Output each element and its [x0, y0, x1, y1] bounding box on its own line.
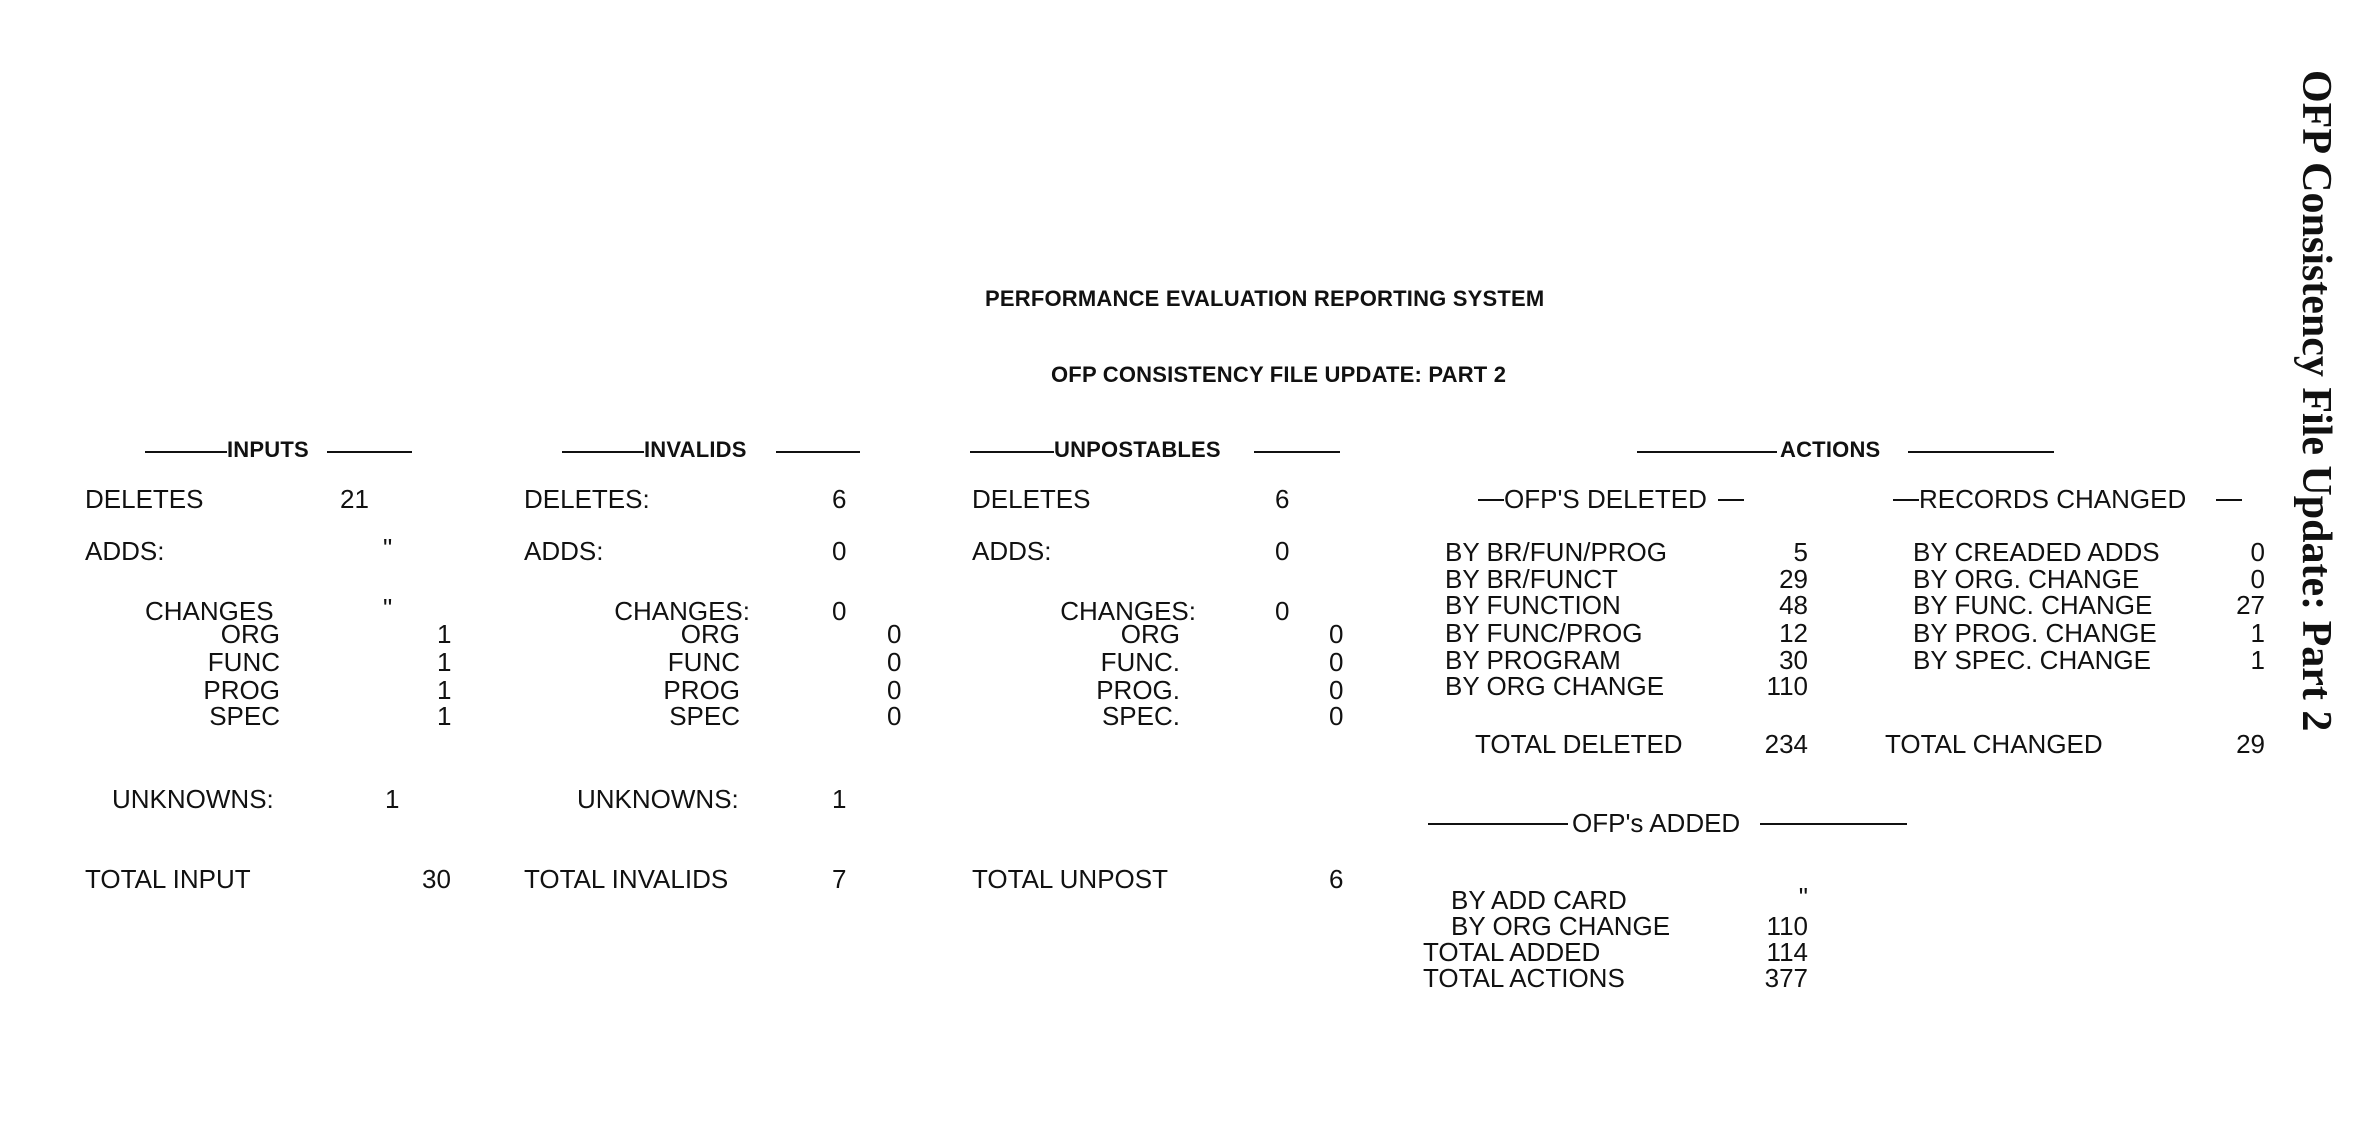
added-row-value: " — [1798, 882, 1808, 912]
changed-row-label: BY ORG. CHANGE — [1913, 564, 2140, 594]
unpostables-adds-value: 0 — [1275, 536, 1290, 566]
report-title: PERFORMANCE EVALUATION REPORTING SYSTEM — [985, 286, 1545, 311]
unpostables-changes-value: 0 — [1275, 596, 1290, 626]
deleted-row-label: BY PROGRAM — [1445, 645, 1621, 675]
unpostables-spec-label: SPEC. — [1101, 701, 1180, 731]
inputs-unknowns-label: UNKNOWNS: — [112, 784, 274, 814]
inputs-prog-label: PROG — [203, 675, 280, 705]
inputs-changes-value: " — [383, 593, 393, 623]
actions-heading-rule-left — [1637, 451, 1777, 453]
unpostables-heading-rule-right — [1254, 451, 1340, 453]
inputs-heading-rule-right — [327, 451, 412, 453]
unpostables-deletes-value: 6 — [1275, 484, 1290, 514]
changed-row-label: BY PROG. CHANGE — [1913, 618, 2157, 648]
inputs-heading: INPUTS — [227, 437, 309, 462]
invalids-adds-label: ADDS: — [524, 536, 604, 566]
inputs-unknowns-value: 1 — [385, 784, 400, 814]
unpostables-total-label: TOTAL UNPOST — [972, 864, 1168, 894]
deleted-row-value: 12 — [1779, 618, 1808, 648]
invalids-prog-label: PROG — [663, 675, 740, 705]
unpostables-changes-label: CHANGES: — [1060, 596, 1196, 626]
unpostables-heading-rule-left — [970, 451, 1054, 453]
report-subtitle: OFP CONSISTENCY FILE UPDATE: PART 2 — [1051, 362, 1507, 387]
inputs-prog-value: 1 — [437, 675, 452, 705]
deleted-row-label: BY FUNC/PROG — [1445, 618, 1643, 648]
invalids-heading: INVALIDS — [644, 437, 747, 462]
unpostables-func-value: 0 — [1329, 647, 1344, 677]
invalids-spec-value: 0 — [887, 701, 902, 731]
invalids-deletes-label: DELETES: — [524, 484, 650, 514]
invalids-changes-label: CHANGES: — [614, 596, 750, 626]
changed-heading: RECORDS CHANGED — [1919, 484, 2187, 514]
inputs-total-value: 30 — [422, 864, 451, 894]
total-changed-value: 29 — [2236, 729, 2265, 759]
changed-row-value: 0 — [2250, 564, 2265, 594]
inputs-changes-label: CHANGES — [145, 596, 274, 626]
unpostables-org-label: ORG — [1120, 619, 1180, 649]
changed-heading-rule-right — [2216, 499, 2242, 501]
inputs-org-value: 1 — [437, 619, 452, 649]
inputs-heading-rule-left — [145, 451, 227, 453]
inputs-func-label: FUNC — [207, 647, 280, 677]
deleted-row-label: BY ORG CHANGE — [1445, 671, 1665, 701]
changed-row-label: BY CREADED ADDS — [1913, 537, 2160, 567]
deleted-row-value: 29 — [1779, 564, 1808, 594]
unpostables-func-label: FUNC. — [1100, 647, 1180, 677]
changed-row-value: 1 — [2250, 645, 2265, 675]
invalids-spec-label: SPEC — [669, 701, 740, 731]
changed-row-label: BY SPEC. CHANGE — [1913, 645, 2151, 675]
inputs-spec-label: SPEC — [209, 701, 280, 731]
deleted-heading-rule-right — [1718, 499, 1744, 501]
invalids-heading-rule-right — [776, 451, 860, 453]
invalids-prog-value: 0 — [887, 675, 902, 705]
unpostables-prog-label: PROG. — [1096, 675, 1180, 705]
deleted-row-label: BY FUNCTION — [1445, 590, 1621, 620]
deleted-row-value: 30 — [1779, 645, 1808, 675]
invalids-total-value: 7 — [832, 864, 847, 894]
invalids-total-label: TOTAL INVALIDS — [524, 864, 729, 894]
total-deleted-value: 234 — [1764, 729, 1808, 759]
added-heading-rule-right — [1760, 823, 1907, 825]
unpostables-org-value: 0 — [1329, 619, 1344, 649]
invalids-deletes-value: 6 — [832, 484, 847, 514]
deleted-row-value: 48 — [1779, 590, 1808, 620]
inputs-deletes-label: DELETES — [85, 484, 204, 514]
unpostables-adds-label: ADDS: — [972, 536, 1052, 566]
invalids-func-value: 0 — [887, 647, 902, 677]
invalids-func-label: FUNC — [667, 647, 740, 677]
invalids-adds-value: 0 — [832, 536, 847, 566]
total-changed-label: TOTAL CHANGED — [1885, 729, 2103, 759]
inputs-func-value: 1 — [437, 647, 452, 677]
total-added-value: 114 — [1766, 937, 1808, 967]
invalids-heading-rule-left — [562, 451, 644, 453]
added-heading-rule-left — [1428, 823, 1568, 825]
added-heading: OFP's ADDED — [1572, 808, 1741, 838]
side-title: OFP Consistency File Update: Part 2 — [2293, 70, 2339, 732]
unpostables-spec-value: 0 — [1329, 701, 1344, 731]
total-actions-label: TOTAL ACTIONS — [1423, 963, 1625, 993]
deleted-heading-rule-left — [1478, 499, 1504, 501]
inputs-adds-label: ADDS: — [85, 536, 165, 566]
inputs-adds-value: " — [383, 533, 393, 563]
actions-heading: ACTIONS — [1780, 437, 1881, 462]
added-row-label: BY ADD CARD — [1451, 885, 1627, 915]
changed-row-value: 1 — [2250, 618, 2265, 648]
unpostables-total-value: 6 — [1329, 864, 1344, 894]
total-added-label: TOTAL ADDED — [1423, 937, 1601, 967]
changed-heading-rule-left — [1893, 499, 1919, 501]
deleted-row-value: 110 — [1766, 671, 1808, 701]
actions-heading-rule-right — [1908, 451, 2054, 453]
invalids-unknowns-label: UNKNOWNS: — [577, 784, 739, 814]
changed-row-value: 0 — [2250, 537, 2265, 567]
unpostables-deletes-label: DELETES — [972, 484, 1091, 514]
inputs-spec-value: 1 — [437, 701, 452, 731]
total-actions-value: 377 — [1764, 963, 1808, 993]
deleted-row-label: BY BR/FUN/PROG — [1445, 537, 1668, 567]
total-deleted-label: TOTAL DELETED — [1475, 729, 1683, 759]
deleted-row-label: BY BR/FUNCT — [1445, 564, 1618, 594]
invalids-org-value: 0 — [887, 619, 902, 649]
inputs-deletes-value: 21 — [340, 484, 369, 514]
added-row-value: 110 — [1766, 911, 1808, 941]
unpostables-prog-value: 0 — [1329, 675, 1344, 705]
deleted-row-value: 5 — [1793, 537, 1808, 567]
invalids-unknowns-value: 1 — [832, 784, 847, 814]
invalids-org-label: ORG — [680, 619, 740, 649]
deleted-heading: OFP'S DELETED — [1504, 484, 1707, 514]
inputs-total-label: TOTAL INPUT — [85, 864, 251, 894]
invalids-changes-value: 0 — [832, 596, 847, 626]
unpostables-heading: UNPOSTABLES — [1054, 437, 1221, 462]
inputs-org-label: ORG — [220, 619, 280, 649]
added-row-label: BY ORG CHANGE — [1451, 911, 1671, 941]
changed-row-label: BY FUNC. CHANGE — [1913, 590, 2153, 620]
changed-row-value: 27 — [2236, 590, 2265, 620]
